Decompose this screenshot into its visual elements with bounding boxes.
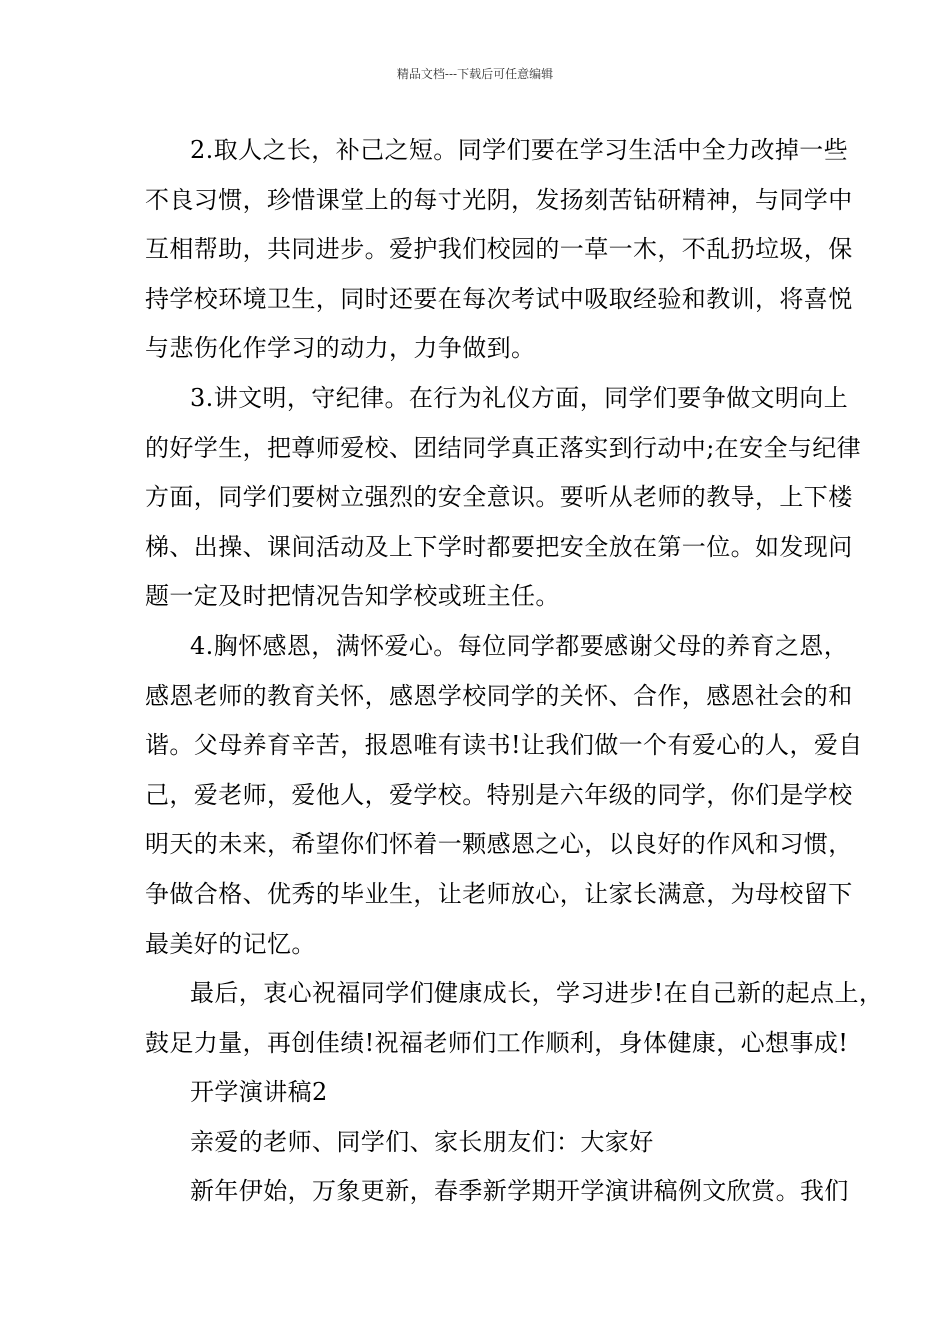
text-line: 己，爱老师，爱他人，爱学校。特别是六年级的同学，你们是学校 <box>145 780 853 809</box>
text-line: 3.讲文明，守纪律。在行为礼仪方面，同学们要争做文明向上 <box>190 383 849 412</box>
text-line: 谐。父母养育辛苦，报恩唯有读书!让我们做一个有爱心的人，爱自 <box>145 731 863 760</box>
text-line: 4.胸怀感恩，满怀爱心。每位同学都要感谢父母的养育之恩， <box>190 631 849 660</box>
text-line: 持学校环境卫生，同时还要在每次考试中吸取经验和教训，将喜悦 <box>145 284 853 313</box>
page-header: 精品文档---下载后可任意编辑 <box>396 67 554 81</box>
text-line: 的好学生，把尊师爱校、团结同学真正落实到行动中;在安全与纪律 <box>145 433 862 462</box>
text-line: 方面，同学们要树立强烈的安全意识。要听从老师的教导，上下楼 <box>145 483 853 512</box>
text-line: 新年伊始，万象更新，春季新学期开学演讲稿例文欣赏。我们 <box>190 1177 849 1206</box>
text-line: 互相帮助，共同进步。爱护我们校园的一草一木，不乱扔垃圾，保 <box>145 235 853 264</box>
text-line: 感恩老师的教育关怀，感恩学校同学的关怀、合作，感恩社会的和 <box>145 681 853 710</box>
text-line: 明天的未来，希望你们怀着一颗感恩之心，以良好的作风和习惯， <box>145 830 853 859</box>
text-line: 最后，衷心祝福同学们健康成长，学习进步!在自己新的起点上， <box>190 979 884 1008</box>
text-line: 2.取人之长，补己之短。同学们要在学习生活中全力改掉一些 <box>190 136 849 164</box>
section-title: 开学演讲稿2 <box>190 1078 328 1107</box>
text-line: 鼓足力量，再创佳绩!祝福老师们工作顺利，身体健康，心想事成! <box>145 1028 849 1057</box>
document-body <box>145 126 884 1217</box>
salutation: 亲爱的老师、同学们、家长朋友们：大家好 <box>190 1127 654 1156</box>
text-line: 最美好的记忆。 <box>145 929 316 958</box>
text-line: 不良习惯，珍惜课堂上的每寸光阴，发扬刻苦钻研精神，与同学中 <box>145 185 853 214</box>
text-line: 题一定及时把情况告知学校或班主任。 <box>145 582 560 611</box>
text-line: 梯、出操、课间活动及上下学时都要把安全放在第一位。如发现问 <box>145 532 853 561</box>
text-line: 争做合格、优秀的毕业生，让老师放心，让家长满意，为母校留下 <box>145 879 853 908</box>
text-line: 与悲伤化作学习的动力，力争做到。 <box>145 334 536 363</box>
